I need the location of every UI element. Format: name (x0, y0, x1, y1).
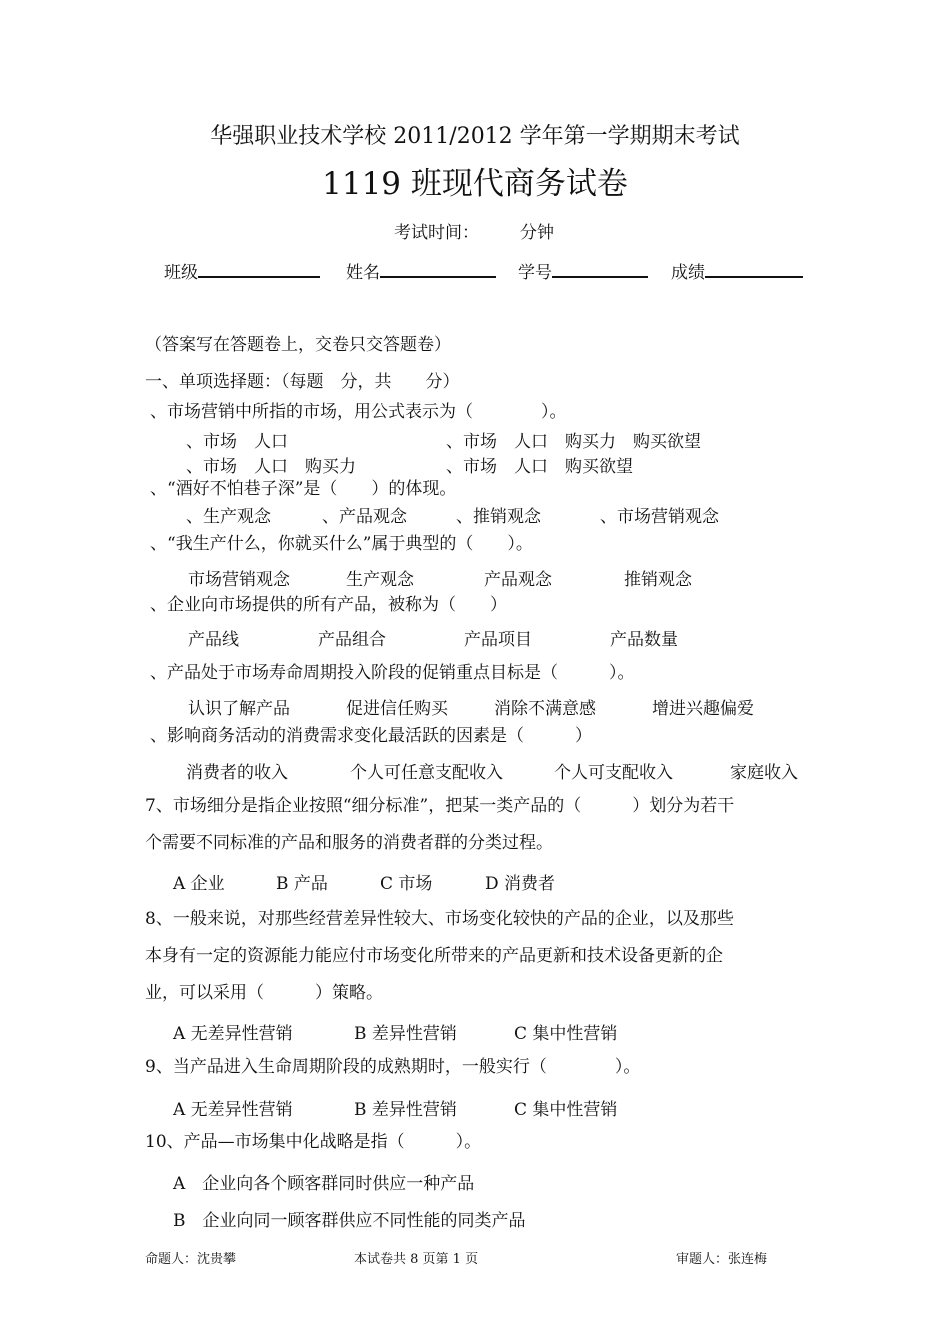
answer-note: （答案写在答题卷上，交卷只交答题卷） (145, 335, 451, 355)
option: A 企业向各个顾客群同时供应一种产品 (173, 1174, 475, 1194)
exam-title: 华强职业技术学校 2011/2012 学年第一学期期末考试 (210, 124, 740, 149)
question-stem-continued: 个需要不同标准的产品和服务的消费者群的分类过程。 (145, 833, 553, 853)
student-id-field (518, 258, 648, 284)
option: 产品观念 (484, 570, 552, 590)
footer-reviewer: 审题人：张连梅 (676, 1252, 768, 1267)
option: 个人可支配收入 (554, 763, 673, 783)
option: C 集中性营销 (514, 1100, 618, 1120)
option: 家庭收入 (730, 763, 798, 783)
class-blank (198, 258, 320, 278)
option: 消除不满意感 (494, 699, 596, 719)
question-stem-continued: 业，可以采用（ ）策略。 (145, 983, 383, 1003)
footer-author: 命题人：沈贵攀 (145, 1252, 237, 1267)
score-field (671, 258, 803, 284)
option: 、推销观念 (456, 507, 541, 527)
option: 、市场 人口 购买欲望 (446, 457, 633, 477)
question-stem: 7、市场细分是指企业按照“细分标准”，把某一类产品的（ ）划分为若干 (145, 796, 735, 816)
option: 推销观念 (624, 570, 692, 590)
option: 增进兴趣偏爱 (652, 699, 754, 719)
question-stem: 9、当产品进入生命周期阶段的成熟期时，一般实行（ ）。 (145, 1057, 641, 1077)
option: B 产品 (276, 874, 328, 894)
question-stem: 、“酒好不怕巷子深”是（ ）的体现。 (150, 479, 457, 499)
exam-time-unit: 分钟 (520, 223, 554, 243)
option: C 集中性营销 (514, 1024, 618, 1044)
option: B 企业向同一顾客群供应不同性能的同类产品 (173, 1211, 526, 1231)
option: 消费者的收入 (186, 763, 288, 783)
option: 个人可任意支配收入 (350, 763, 503, 783)
name-blank (380, 258, 496, 278)
option: A 企业 (173, 874, 225, 894)
student-id-blank (552, 258, 648, 278)
question-stem: 、企业向市场提供的所有产品，被称为（ ） (150, 595, 507, 615)
name-label: 姓名 (346, 263, 380, 283)
option: 、市场营销观念 (600, 507, 719, 527)
option: 、市场 人口 (186, 432, 288, 452)
option: A 无差异性营销 (173, 1024, 293, 1044)
option: 、产品观念 (322, 507, 407, 527)
option: B 差异性营销 (354, 1024, 457, 1044)
option: 产品项目 (464, 630, 532, 650)
question-stem: 、“我生产什么，你就买什么”属于典型的（ ）。 (150, 534, 533, 554)
option: 、生产观念 (186, 507, 271, 527)
question-stem: 、影响商务活动的消费需求变化最活跃的因素是（ ） (150, 726, 592, 746)
footer-page-info: 本试卷共 8 页第 1 页 (354, 1252, 479, 1267)
option: D 消费者 (485, 874, 556, 894)
option: 产品组合 (318, 630, 386, 650)
option: C 市场 (380, 874, 433, 894)
option: B 差异性营销 (354, 1100, 457, 1120)
option: 、市场 人口 购买力 购买欲望 (446, 432, 701, 452)
option: 产品线 (188, 630, 239, 650)
section-heading: 一、单项选择题：（每题 分，共 分） (145, 372, 460, 392)
paper-title: 1119 班现代商务试卷 (322, 166, 628, 202)
option: 认识了解产品 (188, 699, 290, 719)
student-id-label: 学号 (518, 263, 552, 283)
exam-time-label: 考试时间： (394, 223, 479, 243)
class-field (164, 258, 320, 284)
option: 促进信任购买 (346, 699, 448, 719)
option: 生产观念 (346, 570, 414, 590)
score-label: 成绩 (671, 263, 705, 283)
question-stem: 、市场营销中所指的市场，用公式表示为（ ）。 (150, 402, 567, 422)
option: 市场营销观念 (188, 570, 290, 590)
question-stem: 10、产品—市场集中化战略是指（ ）。 (145, 1132, 482, 1152)
class-label: 班级 (164, 263, 198, 283)
option: A 无差异性营销 (173, 1100, 293, 1120)
name-field (346, 258, 496, 284)
option: 、市场 人口 购买力 (186, 457, 356, 477)
question-stem-continued: 本身有一定的资源能力能应付市场变化所带来的产品更新和技术设备更新的企 (145, 946, 723, 966)
question-stem: 8、一般来说，对那些经营差异性较大、市场变化较快的产品的企业，以及那些 (145, 909, 734, 929)
score-blank (705, 258, 803, 278)
option: 产品数量 (610, 630, 678, 650)
question-stem: 、产品处于市场寿命周期投入阶段的促销重点目标是（ ）。 (150, 663, 635, 683)
